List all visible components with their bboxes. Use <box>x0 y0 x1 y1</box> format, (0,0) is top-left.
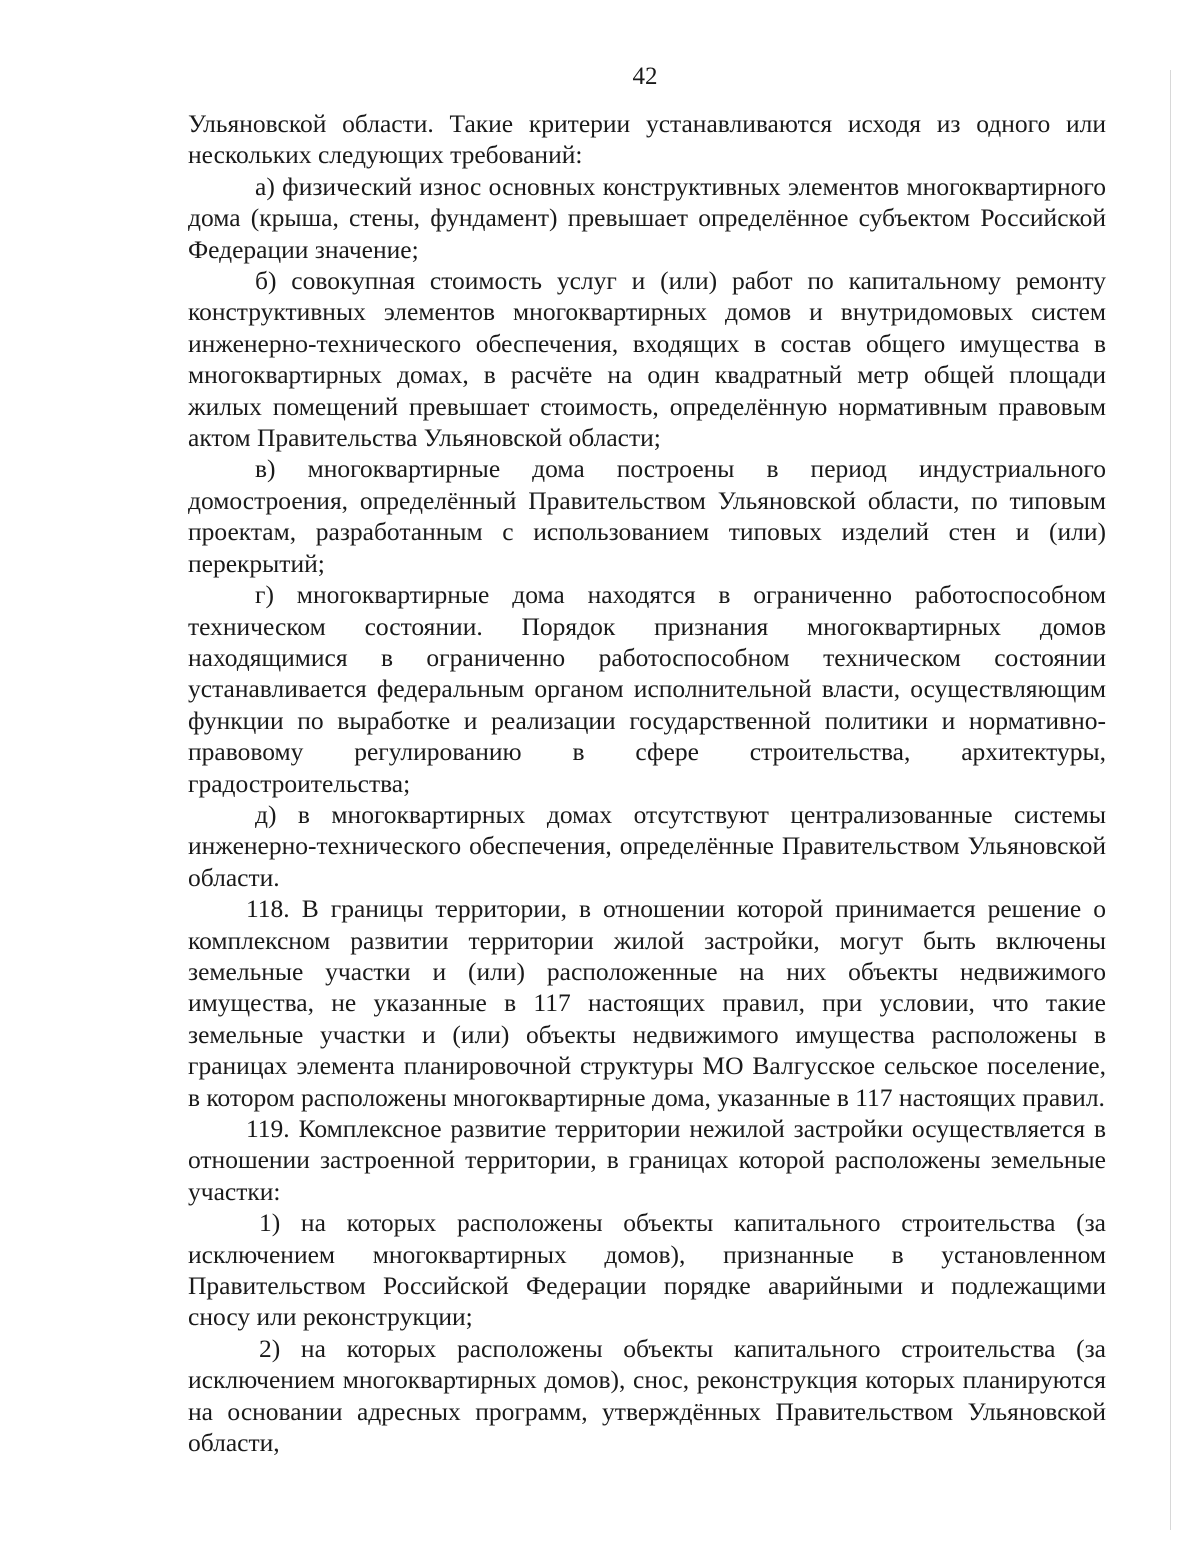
paragraph-subitem-1: 1) на которых расположены объекты капитального строительства (за исключением многоквартирных домов), признанные в установленном Правительством Российской Федерации порядке аварийными и подлежащими сносу или реконструкции; <box>188 1208 1106 1332</box>
paragraph-clause-119: 119. Комплексное развитие территории нежилой застройки осуществляется в отношении застроенной территории, в границах которой расположены земельные участки: <box>188 1114 1106 1206</box>
scan-edge-line <box>1170 70 1171 1530</box>
paragraph-item-d: д) в многоквартирных домах отсутствуют централизованные системы инженерно-технического обеспечения, определённые Правительством Ульяновской области. <box>188 799 1106 892</box>
paragraph-continuation: Ульяновской области. Такие критерии устанавливаются исходя из одного или нескольких следующих требований: <box>188 109 1106 170</box>
paragraph-item-b: б) совокупная стоимость услуг и (или) работ по капитальному ремонту конструктивных элементов многоквартирных домов и внутридомовых систем инженерно-технического обеспечения, входящих в состав общего имущества в многоквартирных домах, в расчёте на один квадратный метр общей площади жилых помещений превышает стоимость, определённую нормативным правовым актом Правительства Ульяновской области; <box>188 266 1106 453</box>
paragraph-item-g: г) многоквартирные дома находятся в ограниченно работоспособном техническом состоянии. Порядок признания многоквартирных домов находящимися в ограниченно работоспособном техническом состоянии устанавливается федеральным органом исполнительной власти, осуществляющим функции по выработке и реализации государственной политики и нормативно-правовому регулированию в сфере строительства, архитектуры, градостроительства; <box>188 580 1106 798</box>
paragraph-subitem-2: 2) на которых расположены объекты капитального строительства (за исключением многоквартирных домов), снос, реконструкция которых планируются на основании адресных программ, утверждённых Правительством Ульяновской области, <box>188 1333 1106 1458</box>
paragraph-item-v: в) многоквартирные дома построены в период индустриального домостроения, определённый Правительством Ульяновской области, по типовым проектам, разработанным с использованием типовых изделий стен и (или) перекрытий; <box>188 454 1106 578</box>
document-body <box>188 108 1106 1458</box>
paragraph-item-a: а) физический износ основных конструктивных элементов многоквартирного дома (крыша, стены, фундамент) превышает определённое субъектом Российской Федерации значение; <box>188 171 1106 264</box>
paragraph-clause-118: 118. В границы территории, в отношении которой принимается решение о комплексном развитии территории жилой застройки, могут быть включены земельные участки и (или) расположенные на них объекты недвижимого имущества, не указанные в 117 настоящих правил, при условии, что такие земельные участки и (или) объекты недвижимого имущества расположены в границах элемента планировочной структуры МО Валгусское сельское поселение, в котором расположены многоквартирные дома, указанные в 117 настоящих правил. <box>188 894 1106 1112</box>
page-number: 42 <box>632 63 658 90</box>
